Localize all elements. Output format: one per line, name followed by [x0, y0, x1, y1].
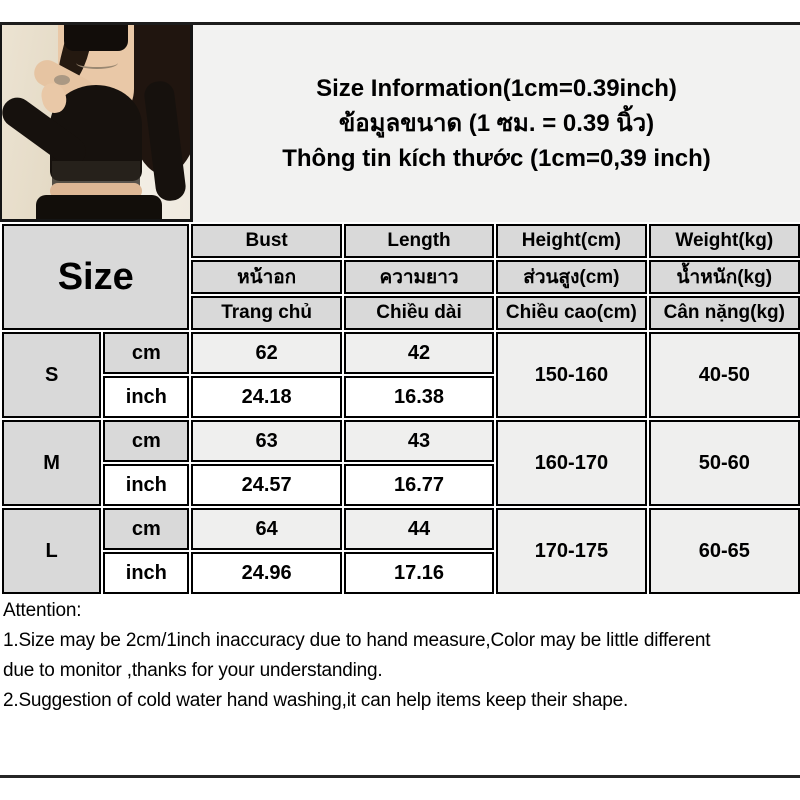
l-weight: 60-65 [649, 508, 800, 594]
m-length-cm: 43 [344, 420, 494, 462]
header-weight-en: Weight(kg) [649, 224, 800, 258]
m-bust-inch: 24.57 [191, 464, 341, 506]
photo-necklace-shape [76, 57, 118, 69]
l-bust-cm: 64 [191, 508, 341, 550]
header-bust-th: หน้าอก [191, 260, 341, 294]
s-weight: 40-50 [649, 332, 800, 418]
m-length-inch: 16.77 [344, 464, 494, 506]
l-length-cm: 44 [344, 508, 494, 550]
attention-line: 1.Size may be 2cm/1inch inaccuracy due to hand measure,Color may be little different [3, 630, 711, 651]
unit-label-cm: cm [103, 420, 189, 462]
unit-label-cm: cm [103, 508, 189, 550]
attention-line: due to monitor ,thanks for your understanding. [3, 660, 383, 681]
header-length-th: ความยาว [344, 260, 494, 294]
header-height-vi: Chiều cao(cm) [496, 296, 646, 330]
photo-choker-shape [64, 25, 128, 51]
unit-label-inch: inch [103, 464, 189, 506]
header-height-en: Height(cm) [496, 224, 646, 258]
corner-size-header: Size [2, 224, 189, 330]
s-length-cm: 42 [344, 332, 494, 374]
photo-skirt-shape [36, 195, 162, 221]
s-length-inch: 16.38 [344, 376, 494, 418]
s-bust-cm: 62 [191, 332, 341, 374]
size-table [0, 222, 800, 596]
unit-label-cm: cm [103, 332, 189, 374]
l-length-inch: 17.16 [344, 552, 494, 594]
header-length-en: Length [344, 224, 494, 258]
row-size-m: M [2, 420, 101, 506]
attention-notes [3, 596, 800, 716]
row-size-l: L [2, 508, 101, 594]
s-bust-inch: 24.18 [191, 376, 341, 418]
row-size-s: S [2, 332, 101, 418]
header-length-vi: Chiều dài [344, 296, 494, 330]
l-bust-inch: 24.96 [191, 552, 341, 594]
attention-heading: Attention: [3, 600, 82, 621]
header-weight-vi: Cân nặng(kg) [649, 296, 800, 330]
unit-label-inch: inch [103, 376, 189, 418]
l-height: 170-175 [496, 508, 646, 594]
title-english: Size Information(1cm=0.39inch) [316, 75, 677, 102]
header-bust-vi: Trang chủ [191, 296, 341, 330]
s-height: 150-160 [496, 332, 646, 418]
header-bust-en: Bust [191, 224, 341, 258]
product-photo [0, 25, 193, 222]
header-weight-th: น้ำหนัก(kg) [649, 260, 800, 294]
header-height-th: ส่วนสูง(cm) [496, 260, 646, 294]
unit-label-inch: inch [103, 552, 189, 594]
m-weight: 50-60 [649, 420, 800, 506]
title-vietnamese: Thông tin kích thước (1cm=0,39 inch) [282, 145, 711, 172]
bottom-divider-line [0, 775, 800, 778]
title-block [193, 25, 800, 222]
attention-line: 2.Suggestion of cold water hand washing,it can help items keep their shape. [3, 690, 629, 711]
m-bust-cm: 63 [191, 420, 341, 462]
title-thai: ข้อมูลขนาด (1 ซม. = 0.39 นิ้ว) [338, 110, 655, 137]
m-height: 160-170 [496, 420, 646, 506]
